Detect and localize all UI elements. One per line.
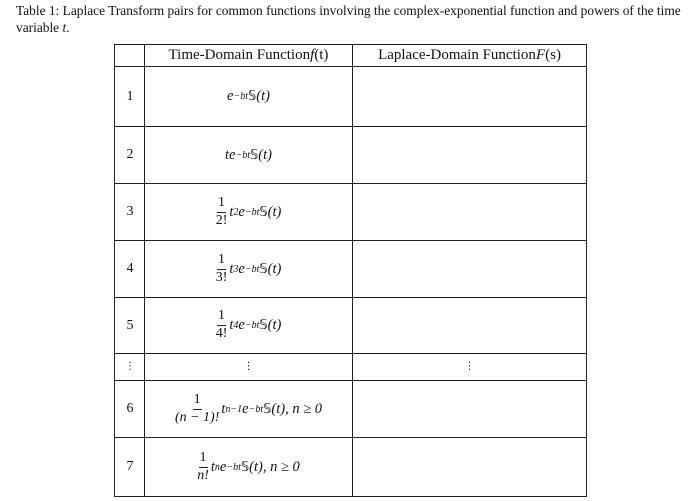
function-cell: $\frac{1}{2!}$ t 2 e −bt 𝕊 (t): [215, 194, 282, 228]
function-cell: $\frac{1}{4!}$ t 4 e −bt 𝕊 (t): [215, 308, 282, 341]
caption-line-2: the time variable: [16, 3, 681, 35]
row-index: 6: [126, 401, 134, 416]
caption-variable: t: [62, 20, 67, 35]
function-cell: $\frac{1}{3!}$ t 3 e −bt 𝕊 (t): [215, 251, 282, 285]
ellipsis-index: ⋮: [125, 361, 135, 372]
row-index: 5: [126, 317, 134, 333]
row-index: 1: [126, 88, 134, 104]
row-index: 4: [126, 261, 134, 276]
header-laplace-domain: Laplace-Domain Function F (s): [378, 47, 561, 63]
header-time-domain: Time-Domain Function f (t): [168, 47, 329, 63]
row-index: 3: [126, 204, 134, 219]
ellipsis-function: ⋮: [243, 361, 254, 372]
function-cell: $\frac{1}{(n - 1)!}$ t n−1 e −bt 𝕊 (t) , n ≥ 0: [174, 391, 323, 425]
table-caption: [16, 2, 692, 36]
laplace-transform-table: [114, 44, 587, 497]
caption-line-1: Table 1: Laplace Transform pairs for common functions involving the complex-exponential function and powers of: [16, 3, 634, 18]
function-cell: t e −bt 𝕊 (t): [225, 146, 272, 163]
function-cell: e −bt 𝕊 (t): [227, 88, 270, 104]
column-divider-main: [352, 45, 353, 496]
row-index: 7: [126, 459, 134, 474]
ellipsis-laplace: ⋮: [464, 361, 475, 372]
function-cell: $\frac{1}{n!}$ t n e −bt 𝕊 (t) , n ≥ 0: [197, 449, 300, 483]
row-index: 2: [126, 147, 134, 162]
caption-end: .: [66, 20, 70, 35]
